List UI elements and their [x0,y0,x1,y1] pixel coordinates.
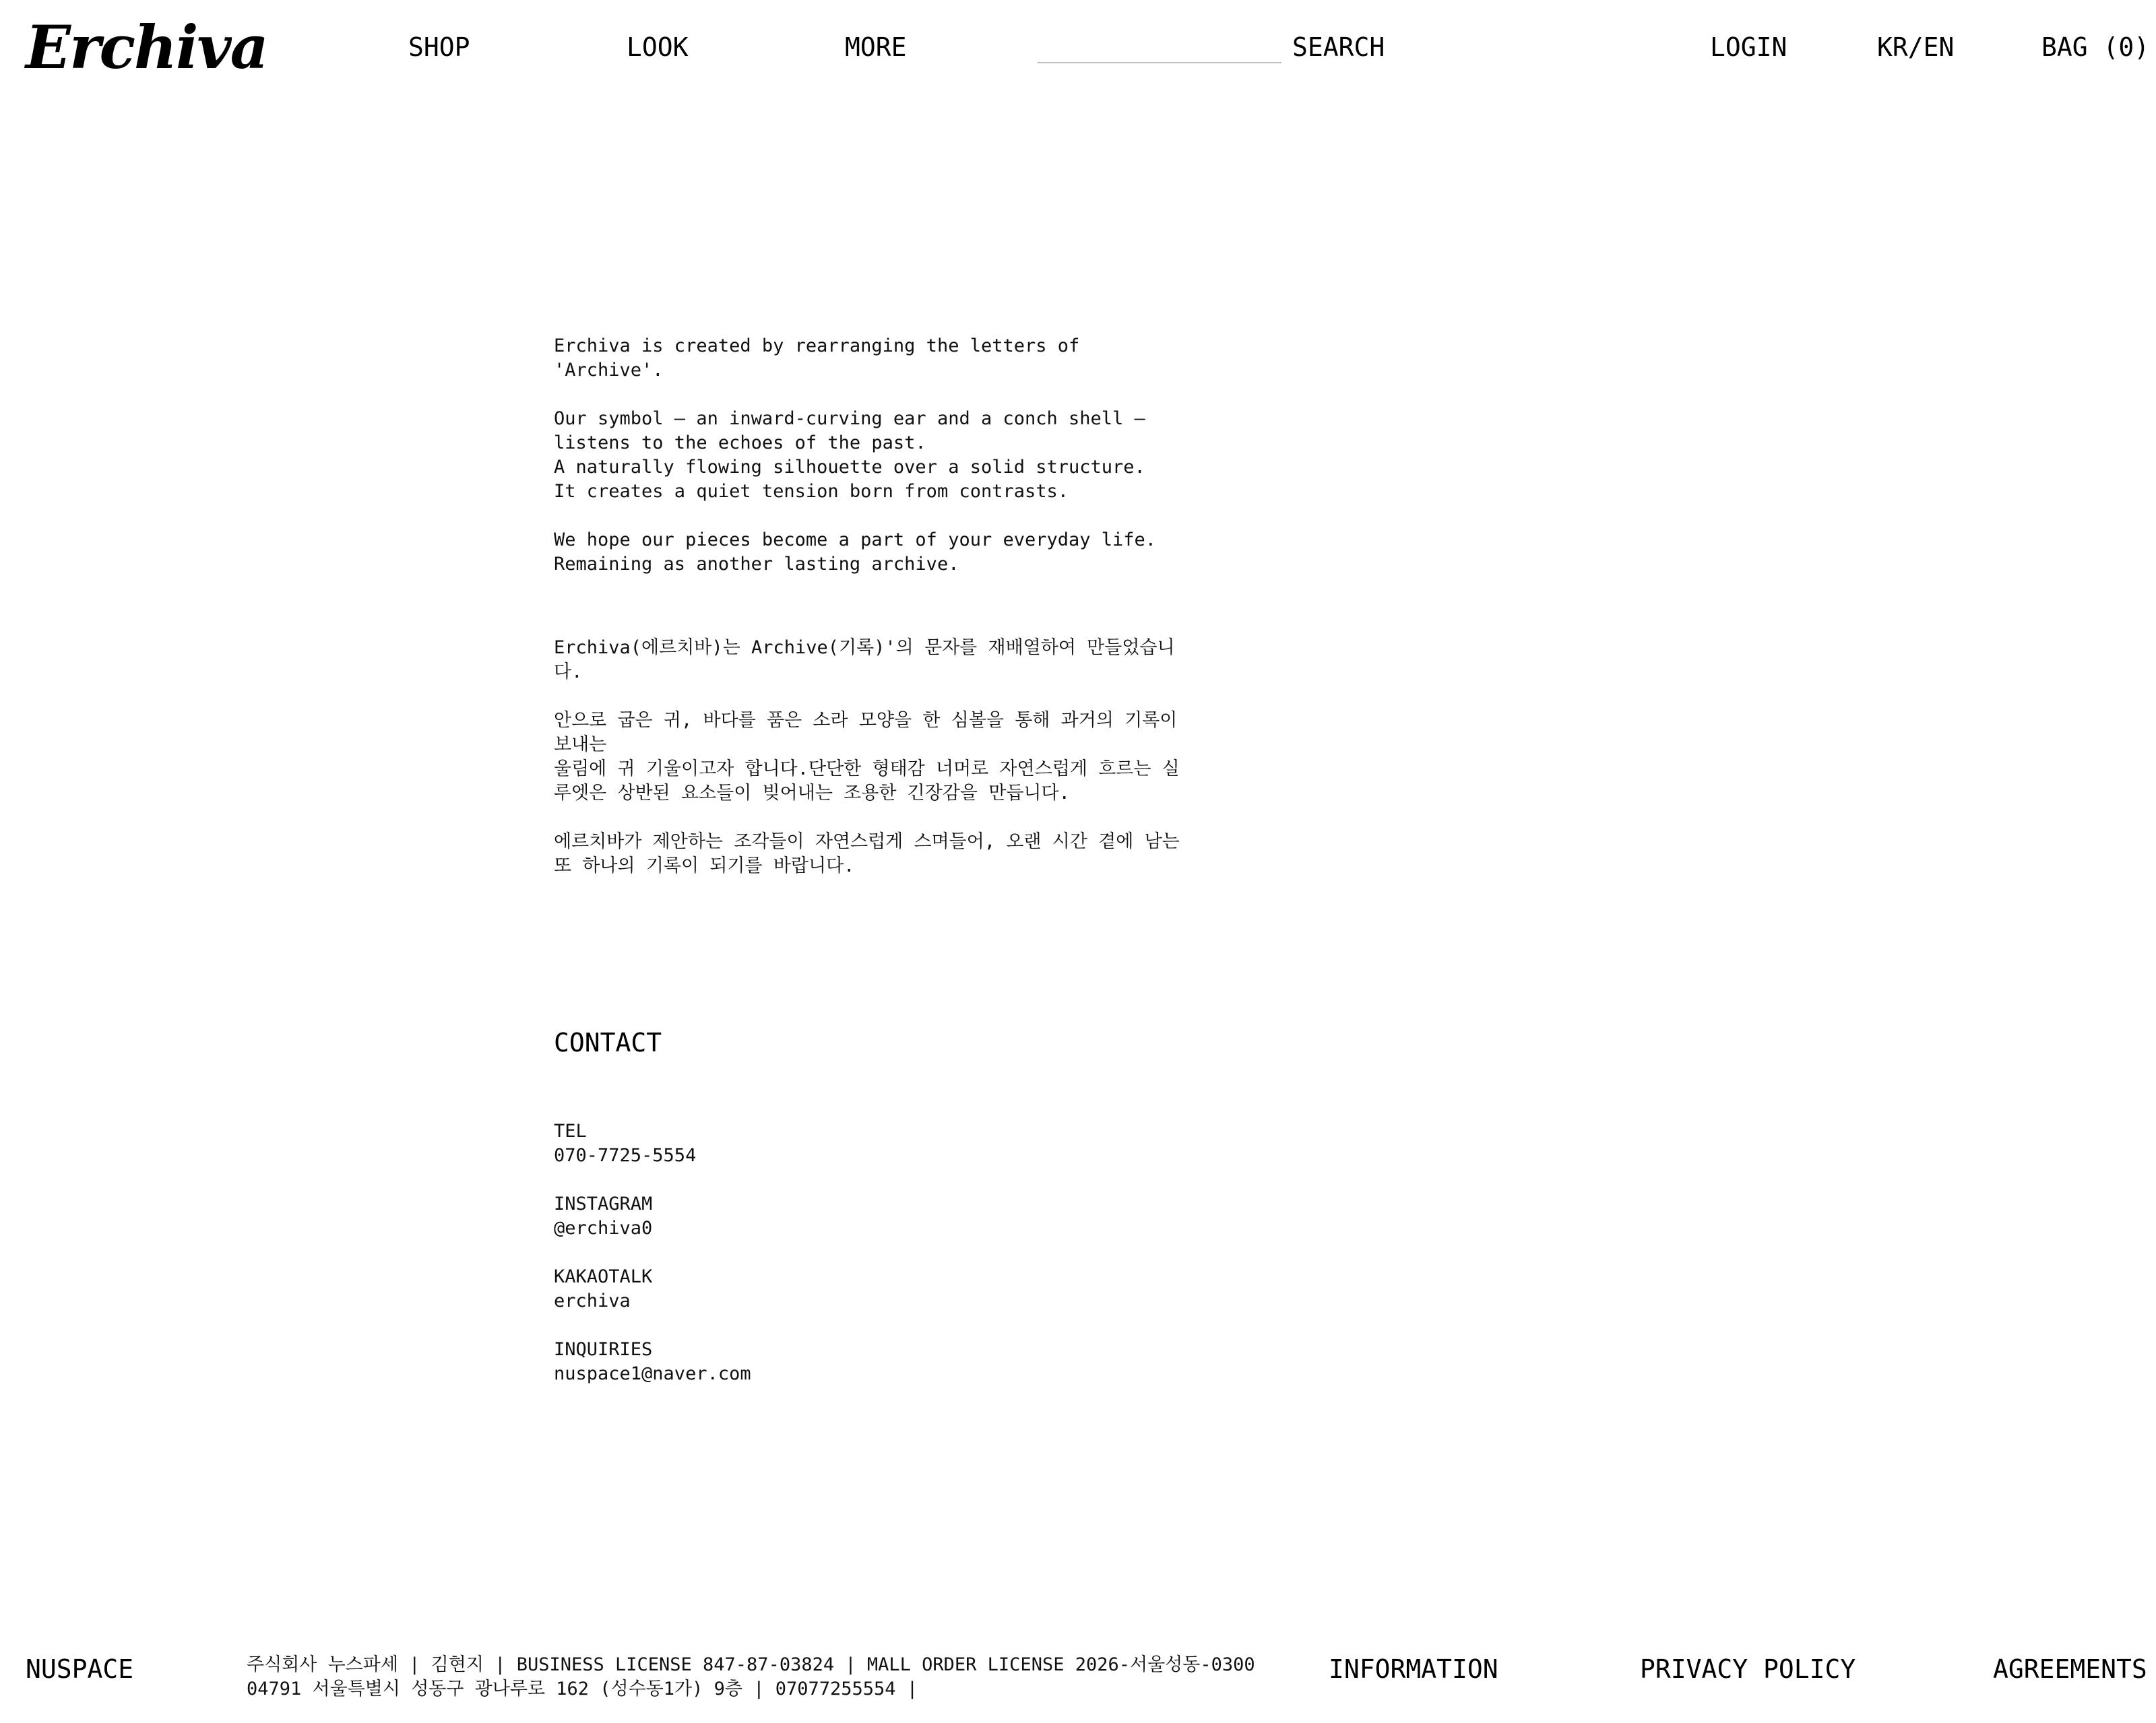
contact-email-value[interactable]: nuspace1@naver.com [554,1363,751,1384]
footer-info-line: 주식회사 누스파세 | 김현지 | BUSINESS LICENSE 847-87-03824 | MALL ORDER LICENSE 2026-서울성동-0300 [247,1654,1255,1675]
about-kr-line: 보내는 [554,734,607,755]
about-kr-line: Erchiva(에르치바)는 Archive(기록)'의 문자를 재배열하여 만들었습니 [554,637,1175,658]
about-en-line: listens to the echoes of the past. [554,432,926,453]
footer-info-line: 04791 서울특별시 성동구 광나루로 162 (성수동1가) 9층 | 07077255554 | [247,1679,918,1699]
about-kr-line: 울림에 귀 기울이고자 합니다.단단한 형태감 너머로 자연스럽게 흐르는 실 [554,758,1180,779]
search-input[interactable] [1038,31,1281,63]
contact-item-kakaotalk [554,1265,751,1313]
nav-shop[interactable]: SHOP [408,32,470,62]
about-en-line: Erchiva is created by rearranging the letters of 'Archive'. [554,335,1080,381]
about-kr-line: 에르치바가 제안하는 조각들이 자연스럽게 스며들어, 오랜 시간 곁에 남는 [554,831,1180,852]
footer-link-privacy-policy[interactable]: PRIVACY POLICY [1640,1654,1856,1684]
contact-tel-value[interactable]: 070-7725-5554 [554,1145,697,1166]
contact-label: KAKAOTALK [554,1266,653,1287]
contact-item-tel [554,1119,751,1168]
about-kr-line: 또 하나의 기록이 되기를 바랍니다. [554,855,855,876]
contact-item-inquiries [554,1338,751,1386]
footer-link-information[interactable]: INFORMATION [1329,1654,1498,1684]
contact-label: TEL [554,1121,587,1142]
about-en-line: Remaining as another lasting archive. [554,554,959,575]
footer-brand: NUSPACE [26,1654,134,1684]
footer-link-agreements[interactable]: AGREEMENTS [1993,1654,2147,1684]
about-kr-line: 안으로 굽은 귀, 바다를 품은 소라 모양을 한 심볼을 통해 과거의 기록이 [554,710,1178,731]
brand-logo[interactable]: Erchiva [26,12,267,82]
login-link[interactable]: LOGIN [1710,32,1787,62]
about-kr-line: 루엣은 상반된 요소들이 빚어내는 조용한 긴장감을 만듭니다. [554,783,1070,804]
search-button[interactable]: SEARCH [1292,32,1385,62]
contact-title: CONTACT [554,1028,662,1058]
contact-label: INQUIRIES [554,1339,653,1360]
language-toggle[interactable]: KR/EN [1877,32,1955,62]
about-en-line: We hope our pieces become a part of your everyday life. [554,529,1157,550]
about-kr-line: 다. [554,661,583,682]
contact-item-instagram [554,1192,751,1241]
about-en-line: It creates a quiet tension born from contrasts. [554,481,1069,502]
contact-list [554,1119,751,1410]
nav-look[interactable]: LOOK [627,32,689,62]
about-en-line: A naturally flowing silhouette over a solid structure. [554,457,1145,478]
contact-label: INSTAGRAM [554,1194,653,1214]
contact-instagram-value[interactable]: @erchiva0 [554,1218,653,1239]
about-section [554,334,1180,878]
nav-more[interactable]: MORE [845,32,907,62]
bag-link[interactable]: BAG (0) [2041,32,2150,62]
about-en-line: Our symbol — an inward-curving ear and a conch shell — [554,408,1145,429]
contact-kakaotalk-value[interactable]: erchiva [554,1291,631,1311]
footer-company-info [247,1653,1255,1701]
